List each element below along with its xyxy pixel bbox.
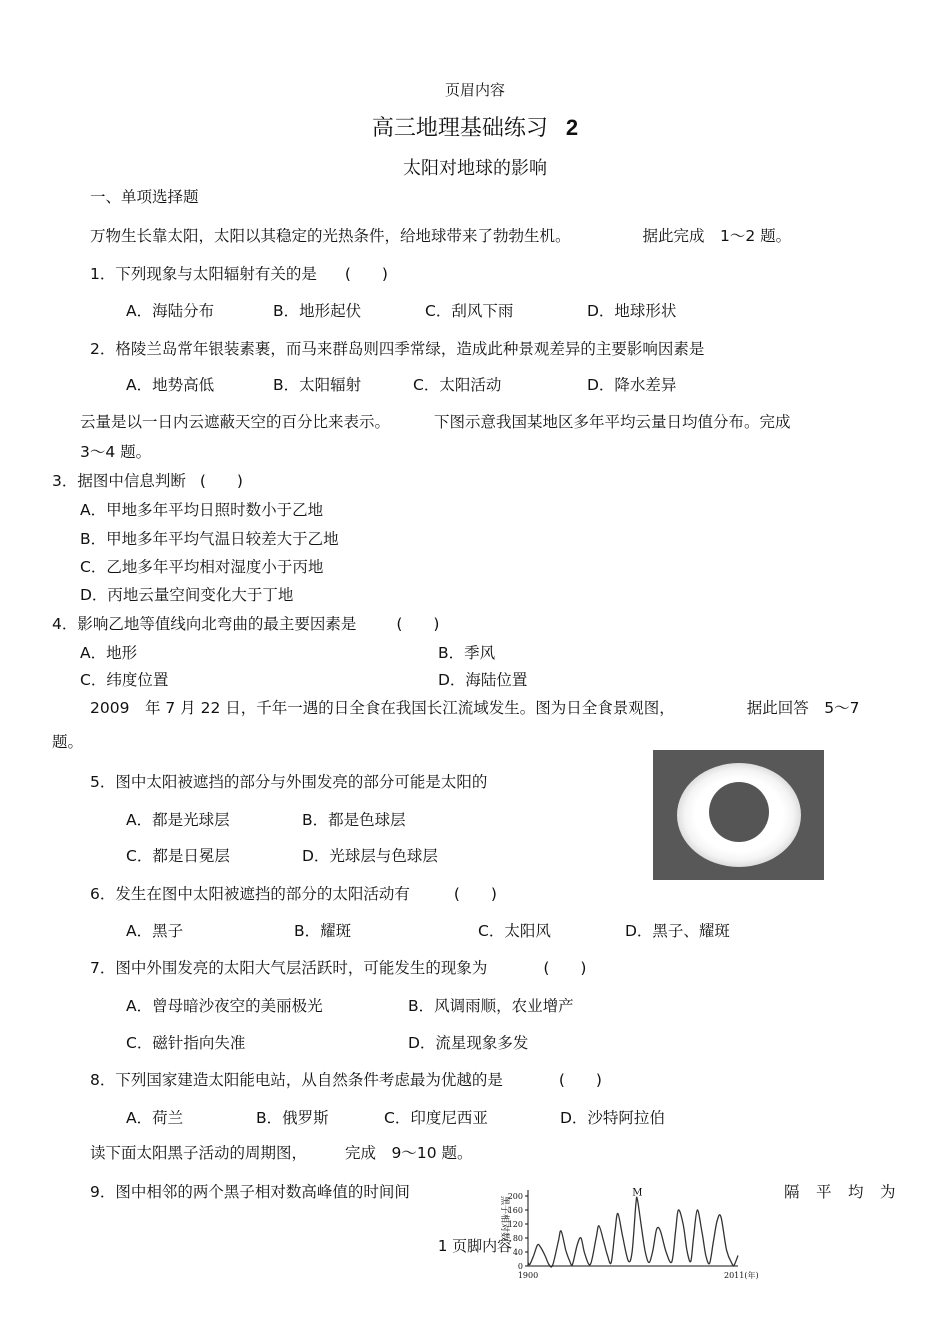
question-4-option-b: B．季风: [438, 644, 496, 662]
chart-x-tick-label: 2011(年): [724, 1271, 759, 1280]
question-7-paren: ( ): [543, 959, 587, 977]
chart-y-tick-label: 120: [507, 1220, 523, 1229]
question-3-option-a: A．甲地多年平均日照时数小于乙地: [80, 501, 324, 519]
intro-4-main: 读下面太阳黑子活动的周期图，: [90, 1144, 308, 1162]
page-footer: 1 页脚内容: [437, 1237, 513, 1255]
question-8-option-b: B．俄罗斯: [256, 1109, 329, 1127]
question-7-option-a: A．曾母暗沙夜空的美丽极光: [126, 997, 323, 1015]
intro-2: [80, 412, 791, 432]
question-2-stem: 2．格陵兰岛常年银装素裹，而马来群岛则四季常绿，造成此种景观差异的主要影响因素是: [90, 340, 705, 358]
moon-disc: [709, 782, 769, 842]
question-2-option-b: B．太阳辐射: [273, 376, 362, 394]
chart-y-tick-label: 160: [507, 1206, 523, 1215]
question-1-option-c: C．刮风下雨: [425, 302, 514, 320]
section-heading: 一、单项选择题: [90, 188, 199, 206]
chart-y-tick-label: 0: [517, 1262, 523, 1271]
question-5-option-c: C．都是日冕层: [126, 847, 230, 865]
question-6: [90, 884, 497, 904]
intro-4: [90, 1143, 473, 1163]
question-8-stem: 8．下列国家建造太阳能电站，从自然条件考虑最为优越的是: [90, 1071, 503, 1089]
intro-3-tail: 据此回答 5～7: [746, 699, 860, 717]
question-9-stem: 9．图中相邻的两个黑子相对数高峰值的时间间: [90, 1183, 410, 1201]
question-8-option-a: A．荷兰: [126, 1109, 184, 1127]
question-9-tail-3: 均: [848, 1183, 864, 1201]
question-3-paren: ( ): [199, 472, 243, 490]
question-5-stem: 5．图中太阳被遮挡的部分与外围发亮的部分可能是太阳的: [90, 773, 488, 791]
intro-3-line-2: 题。: [52, 733, 84, 751]
question-4-paren: ( ): [396, 615, 440, 633]
chart-y-ticks: [508, 1192, 528, 1271]
question-7-option-d: D．流星现象多发: [408, 1034, 529, 1052]
chart-y-tick-label: 80: [512, 1234, 523, 1243]
intro-3-main: 2009 年 7 月 22 日，千年一遇的日全食在我国长江流域发生。图为日全食景观图，: [90, 699, 675, 717]
chart-x-tick-label: 1900: [517, 1271, 539, 1280]
page-header: 页眉内容: [444, 81, 505, 99]
question-3-option-b: B．甲地多年平均气温日较差大于乙地: [80, 530, 339, 548]
document-subtitle: 太阳对地球的影响: [403, 158, 547, 179]
question-4-option-d: D．海陆位置: [438, 671, 528, 689]
title-number: 2: [565, 115, 579, 140]
chart-x-ticks: [518, 1270, 759, 1280]
question-9-tail-4: 为: [880, 1183, 896, 1201]
chart-y-tick-label: 40: [512, 1248, 523, 1257]
question-4-option-a: A．地形: [80, 644, 138, 662]
question-4: [52, 614, 439, 634]
question-4-option-c: C．纬度位置: [80, 671, 169, 689]
question-1-option-b: B．地形起伏: [273, 302, 362, 320]
question-3-option-c: C．乙地多年平均相对湿度小于丙地: [80, 558, 324, 576]
question-1-paren: ( ): [344, 265, 388, 283]
question-6-option-b: B．耀斑: [294, 922, 352, 940]
solar-eclipse-image: [653, 750, 824, 880]
question-2-option-a: A．地势高低: [126, 376, 215, 394]
intro-4-tail: 完成 9～10 题。: [345, 1144, 473, 1162]
intro-1: [90, 226, 791, 246]
question-6-paren: ( ): [453, 885, 497, 903]
question-6-option-c: C．太阳风: [478, 922, 551, 940]
chart-annotation-m: M: [632, 1187, 643, 1199]
question-7-option-b: B．风调雨顺，农业增产: [408, 997, 574, 1015]
question-3: [52, 471, 243, 491]
question-3-stem: 3．据图中信息判断: [52, 472, 186, 490]
question-1-stem: 1．下列现象与太阳辐射有关的是: [90, 265, 317, 283]
question-9-tail-2: 平: [816, 1183, 832, 1201]
question-7: [90, 958, 586, 978]
question-3-option-d: D．丙地云量空间变化大于丁地: [80, 586, 294, 604]
question-7-stem: 7．图中外围发亮的太阳大气层活跃时，可能发生的现象为: [90, 959, 488, 977]
question-8-option-c: C．印度尼西亚: [384, 1109, 488, 1127]
question-8-option-d: D．沙特阿拉伯: [560, 1109, 665, 1127]
question-1-option-d: D．地球形状: [587, 302, 677, 320]
intro-2-tail: 下图示意我国某地区多年平均云量日均值分布。完成: [434, 413, 791, 431]
question-6-option-d: D．黑子、耀斑: [625, 922, 730, 940]
question-2-option-d: D．降水差异: [587, 376, 677, 394]
intro-1-main: 万物生长靠太阳，太阳以其稳定的光热条件，给地球带来了勃勃生机。: [90, 227, 571, 245]
chart-y-tick-label: 200: [507, 1192, 523, 1201]
intro-3: [90, 698, 859, 718]
question-6-stem: 6．发生在图中太阳被遮挡的部分的太阳活动有: [90, 885, 410, 903]
document-title: [0, 114, 950, 143]
question-5-option-d: D．光球层与色球层: [302, 847, 438, 865]
intro-2-line-2: 3～4 题。: [80, 443, 152, 461]
question-6-option-a: A．黑子: [126, 922, 184, 940]
chart-series-line: [528, 1197, 738, 1267]
intro-2-main: 云量是以一日内云遮蔽天空的百分比来表示。: [80, 413, 391, 431]
intro-1-tail: 据此完成 1～2 题。: [642, 227, 792, 245]
question-2-option-c: C．太阳活动: [413, 376, 502, 394]
sunspot-cycle-chart: [494, 1160, 774, 1286]
question-9-tail-1: 隔: [784, 1183, 800, 1201]
question-1: [90, 264, 388, 284]
title-text: 高三地理基础练习: [371, 116, 548, 141]
question-8-paren: ( ): [558, 1071, 602, 1089]
question-4-stem: 4．影响乙地等值线向北弯曲的最主要因素是: [52, 615, 357, 633]
chart-y-axis-label: 黑子相对数: [499, 1196, 509, 1242]
question-5-option-a: A．都是光球层: [126, 811, 230, 829]
question-1-option-a: A．海陆分布: [126, 302, 215, 320]
question-7-option-c: C．磁针指向失准: [126, 1034, 246, 1052]
question-8: [90, 1070, 602, 1090]
question-5-option-b: B．都是色球层: [302, 811, 406, 829]
